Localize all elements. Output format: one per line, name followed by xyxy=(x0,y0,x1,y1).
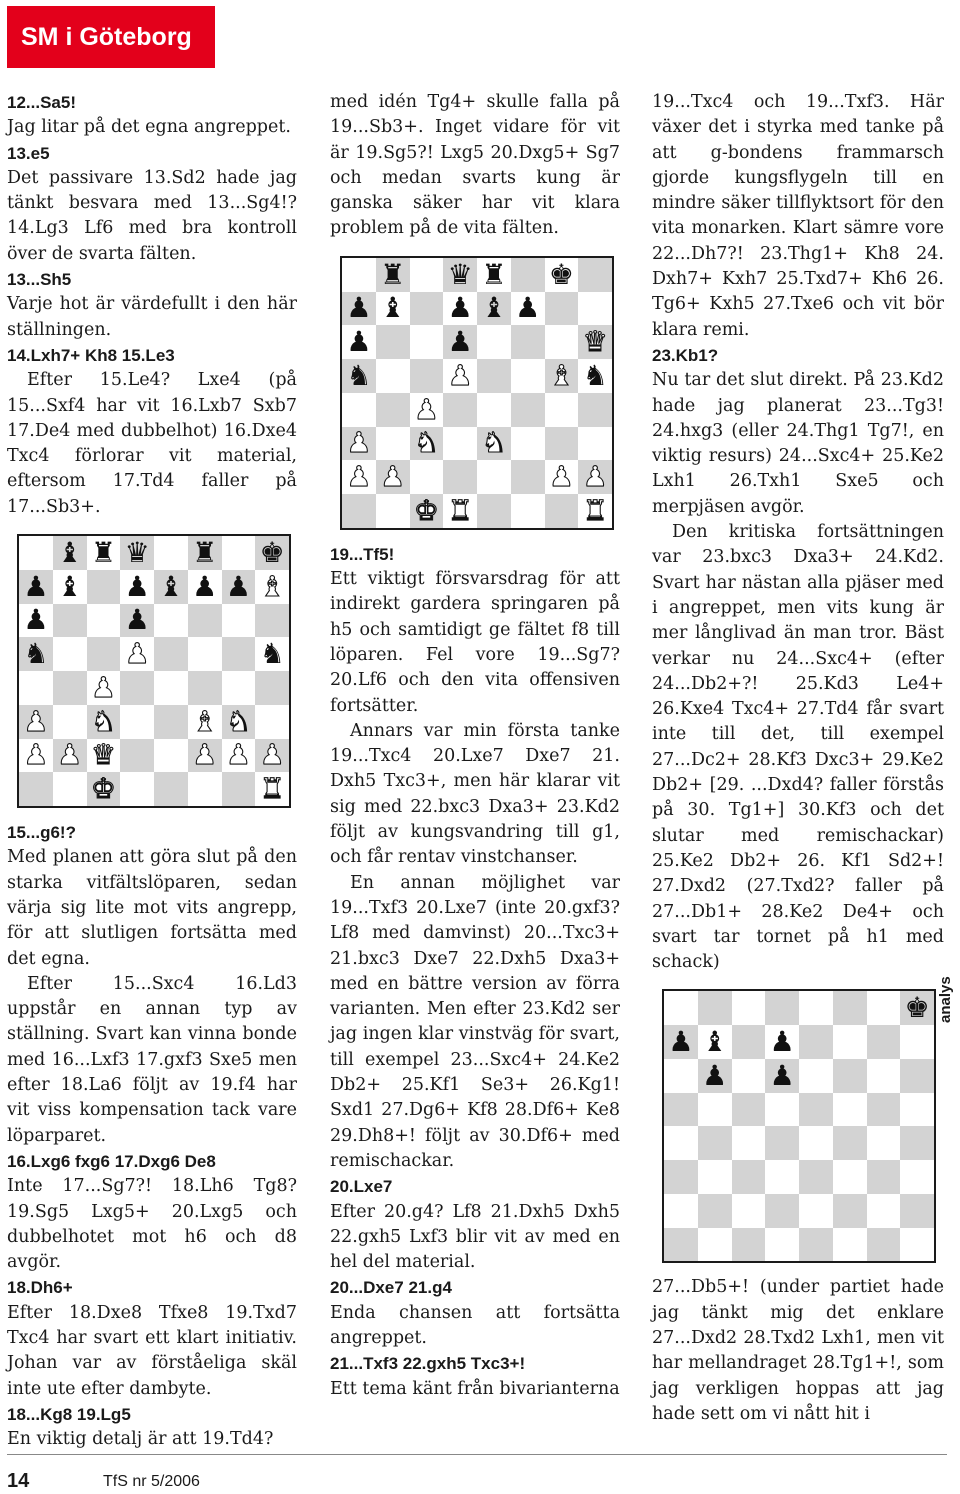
chess-piece: ♚ xyxy=(904,991,930,1025)
board-square xyxy=(545,393,579,427)
move-heading: 18...Kg8 19.Lg5 xyxy=(7,1404,131,1424)
chess-piece: ♟ xyxy=(23,603,49,637)
board-square xyxy=(900,1093,934,1127)
body-paragraph: En viktig detalj är att 19.Td4? xyxy=(7,1429,274,1450)
chess-piece: ♟ xyxy=(259,738,285,772)
chess-piece: ♟ xyxy=(57,738,83,772)
board-square xyxy=(664,1126,698,1160)
board-square xyxy=(664,1160,698,1194)
board-square xyxy=(578,258,612,292)
board-square xyxy=(867,1228,901,1262)
board-square xyxy=(255,739,289,773)
chess-piece: ♞ xyxy=(582,358,608,392)
chess-piece: ♟ xyxy=(447,358,473,392)
board-square xyxy=(900,1160,934,1194)
body-paragraph: Med planen att göra slut på den starka vitfältslöparen, sedan värja sig lite mot vits angrepp, för att slutligen fortsätta med det egna. xyxy=(7,847,297,969)
board-square xyxy=(376,427,410,461)
board-square xyxy=(410,494,444,528)
board-square xyxy=(698,1160,732,1194)
board-square xyxy=(578,325,612,359)
page-number: 14 xyxy=(7,1470,30,1492)
chess-piece: ♟ xyxy=(769,1025,795,1059)
body-paragraph: Enda chansen att fortsätta angreppet. xyxy=(330,1302,620,1348)
board-square xyxy=(443,494,477,528)
board-square xyxy=(120,772,154,806)
chess-piece: ♟ xyxy=(380,460,406,494)
body-paragraph: Efter 18.Dxe8 Tfxe8 19.Txd7 Txc4 har svart ett klart initiativ. Johan var av förståeliga skäl inte ute efter dambyte. xyxy=(7,1302,297,1399)
board-square xyxy=(120,705,154,739)
board-square xyxy=(376,292,410,326)
board-square xyxy=(443,258,477,292)
board-square xyxy=(799,1194,833,1228)
body-paragraph: Inte 17...Sg7?! 18.Lh6 Tg8? 19.Sg5 Lxg5+ 20.Lxg5 och dubbelhotet mot h6 och d8 avgör. xyxy=(7,1176,297,1273)
board-square xyxy=(87,570,121,604)
chess-piece: ♟ xyxy=(192,569,218,603)
board-square xyxy=(19,772,53,806)
chess-piece: ♟ xyxy=(124,569,150,603)
board-square xyxy=(410,292,444,326)
board-square xyxy=(87,705,121,739)
board-square xyxy=(732,1160,766,1194)
chess-piece: ♟ xyxy=(413,392,439,426)
body-paragraph: Varje hot är värdefullt i den här ställningen. xyxy=(7,294,297,340)
board-square xyxy=(410,393,444,427)
board-square xyxy=(255,705,289,739)
board-square xyxy=(410,258,444,292)
body-paragraph: En annan möjlighet var 19...Txf3 20.Lxe7 (inte 20.gxf3? Lf8 med damvinst) 20...Txc3+ 21.bxc3 Dxe7 22.Dxh5 Dxa3+ med en bättre version av förra varianten. Men efter 23.Kd2 ser jag ingen klar vinstväg för svart, till exempel 23...Sxc4+ 24.Ke2 Db2+ 25.Kf1 Se3+ 26.Kg1! Sxd1 27.Dg6+ Kf8 28.Df6+ Ke8 29.Dh8+! följt av 30.Df6+ med remischackar. xyxy=(330,872,620,1171)
board-square xyxy=(342,292,376,326)
board-square xyxy=(799,1093,833,1127)
board-square xyxy=(765,1228,799,1262)
board-square xyxy=(732,1025,766,1059)
board-square xyxy=(376,460,410,494)
chess-piece: ♟ xyxy=(346,460,372,494)
board-square xyxy=(833,1093,867,1127)
text-column-2 xyxy=(330,90,620,1402)
board-square xyxy=(867,1059,901,1093)
board-square xyxy=(900,1025,934,1059)
board-square xyxy=(545,460,579,494)
move-heading: 13.e5 xyxy=(7,143,50,163)
board-square xyxy=(222,604,256,638)
board-square xyxy=(255,637,289,671)
board-square xyxy=(732,1093,766,1127)
move-heading: 20...Dxe7 21.g4 xyxy=(330,1278,452,1298)
move-heading: 16.Lxg6 fxg6 17.Dxg6 De8 xyxy=(7,1151,216,1171)
board-square xyxy=(578,494,612,528)
chess-piece: ♜ xyxy=(192,535,218,569)
board-square xyxy=(511,494,545,528)
board-square xyxy=(545,494,579,528)
board-square xyxy=(376,258,410,292)
footer-rule xyxy=(7,1454,947,1455)
board-square xyxy=(664,1228,698,1262)
board-square xyxy=(900,1126,934,1160)
body-paragraph: 19...Txc4 och 19...Txf3. Här växer det i styrka med tanke på att g-bondens frammarsch gjorde kungsflygeln till en mindre säker tillflyktsort för den vita monarken. Klart sämre vore 22...Dh7?! 23.Thg1+ Kh8 24. Dxh7+ Kxh7 25.Txd7+ Kh6 26. Tg6+ Kxh5 27.Txe6 och vit bör klara remi. xyxy=(652,92,944,340)
board-square xyxy=(19,705,53,739)
board-square xyxy=(867,1160,901,1194)
board-square xyxy=(188,637,222,671)
board-square xyxy=(443,359,477,393)
board-square xyxy=(732,1194,766,1228)
board-square xyxy=(342,325,376,359)
board-square xyxy=(698,1194,732,1228)
chess-piece: ♟ xyxy=(769,1058,795,1092)
chess-piece: ♟ xyxy=(124,603,150,637)
board-square xyxy=(342,427,376,461)
board-square xyxy=(799,991,833,1025)
chess-diagram-d3 xyxy=(662,989,936,1263)
chess-piece: ♞ xyxy=(259,637,285,671)
board-square xyxy=(154,671,188,705)
board-square xyxy=(443,427,477,461)
board-square xyxy=(255,536,289,570)
body-paragraph: Efter 20.g4? Lf8 21.Dxh5 Dxh5 22.gxh5 Lxf3 blir vit av med en hel del material. xyxy=(330,1201,620,1273)
board-square xyxy=(732,1126,766,1160)
chess-piece: ♝ xyxy=(380,291,406,325)
chess-piece: ♝ xyxy=(158,569,184,603)
board-square xyxy=(376,494,410,528)
chess-piece: ♟ xyxy=(515,291,541,325)
chess-piece: ♝ xyxy=(259,569,285,603)
board-square xyxy=(477,258,511,292)
move-heading: 12...Sa5! xyxy=(7,93,76,112)
board-square xyxy=(664,1025,698,1059)
board-square xyxy=(664,1194,698,1228)
chess-piece: ♟ xyxy=(346,291,372,325)
board-square xyxy=(53,604,87,638)
body-paragraph: Jag litar på det egna angreppet. xyxy=(7,117,291,138)
board-square xyxy=(87,604,121,638)
board-square xyxy=(154,705,188,739)
board-square xyxy=(664,991,698,1025)
board-square xyxy=(511,359,545,393)
chess-piece: ♛ xyxy=(124,535,150,569)
board-square xyxy=(900,1194,934,1228)
move-heading: 18.Dh6+ xyxy=(7,1278,73,1298)
board-square xyxy=(154,772,188,806)
board-square xyxy=(19,671,53,705)
board-square xyxy=(511,427,545,461)
chess-piece: ♟ xyxy=(225,738,251,772)
board-square xyxy=(120,570,154,604)
chess-piece: ♟ xyxy=(447,291,473,325)
board-square xyxy=(443,325,477,359)
board-square xyxy=(342,494,376,528)
chess-piece: ♞ xyxy=(225,704,251,738)
board-square xyxy=(120,536,154,570)
chess-piece: ♛ xyxy=(447,257,473,291)
board-square xyxy=(664,1059,698,1093)
chess-piece: ♞ xyxy=(90,704,116,738)
chess-piece: ♟ xyxy=(90,670,116,704)
board-square xyxy=(19,570,53,604)
board-square xyxy=(799,1228,833,1262)
move-heading: 20.Lxe7 xyxy=(330,1177,393,1197)
board-square xyxy=(867,991,901,1025)
board-square xyxy=(410,325,444,359)
board-square xyxy=(19,604,53,638)
board-square xyxy=(19,536,53,570)
chess-piece: ♟ xyxy=(346,426,372,460)
board-square xyxy=(664,1093,698,1127)
board-square xyxy=(443,393,477,427)
chess-piece: ♚ xyxy=(413,493,439,527)
body-paragraph: med idén Tg4+ skulle falla på 19...Sb3+. Inget vidare för vit är 19.Sg5?! Lxg5 20.Dxg5+ Sg7 och medan svarts kung är ganska säker har vit klara problem på de vita fälten. xyxy=(330,92,620,239)
board-square xyxy=(867,1025,901,1059)
board-square xyxy=(765,991,799,1025)
board-square xyxy=(120,739,154,773)
board-square xyxy=(477,393,511,427)
board-square xyxy=(545,427,579,461)
board-square xyxy=(545,258,579,292)
body-paragraph: Den kritiska fortsättningen var 23.bxc3 Dxa3+ 24.Kd2. Svart har nästan alla pjäser med i angreppet, men vits kung är mer långlivad än man tror. Bäst verkar nu 24...Sxc4+ (efter 24...Db2+?! 25.Kd3 Le4+ 26.Kxe4 Txc4+ 27.Td4 får svart inte till det, till exempel 27...Dc2+ 28.Kf3 Dxc3+ 29.Ke2 Db2+ [29. ...Dxd4? faller förstås på 30. Tg1+] 30.Kf3 och det slutar med remischackar) 25.Ke2 Db2+ 26. Kf1 Sd2+! 27.Dxd2 (27.Txd2? faller på 27...Db1+ 28.Ke2 De4+ och svart tar tornet på h1 med schack) xyxy=(652,522,944,973)
board-square xyxy=(222,671,256,705)
board-square xyxy=(765,1059,799,1093)
board-square xyxy=(222,536,256,570)
board-square xyxy=(867,1126,901,1160)
chess-piece: ♝ xyxy=(57,535,83,569)
board-square xyxy=(222,739,256,773)
board-square xyxy=(833,1228,867,1262)
board-square xyxy=(188,570,222,604)
board-square xyxy=(53,705,87,739)
board-square xyxy=(87,671,121,705)
board-square xyxy=(732,991,766,1025)
board-square xyxy=(545,325,579,359)
chess-piece: ♜ xyxy=(380,257,406,291)
board-square xyxy=(765,1093,799,1127)
board-square xyxy=(833,991,867,1025)
board-square xyxy=(154,536,188,570)
board-square xyxy=(376,359,410,393)
board-square xyxy=(765,1160,799,1194)
board-square xyxy=(732,1228,766,1262)
body-paragraph: Ett viktigt försvarsdrag för att indirekt gardera springaren på h5 och samtidigt ge fältet f8 till löparen. Fel vore 19...Sg7? 20.Lf6 och den vita offensiven fortsätter. xyxy=(330,569,620,716)
board-square xyxy=(578,292,612,326)
chess-piece: ♚ xyxy=(259,535,285,569)
body-paragraph: Det passivare 13.Sd2 hade jag tänkt besvara med 13...Sg4!? 14.Lg3 Lf6 med bra kontroll över de svarta fälten. xyxy=(7,167,297,264)
board-square xyxy=(477,325,511,359)
chess-piece: ♟ xyxy=(702,1058,728,1092)
board-square xyxy=(477,494,511,528)
move-heading: 13...Sh5 xyxy=(7,270,72,290)
chess-piece: ♟ xyxy=(346,325,372,359)
board-square xyxy=(188,536,222,570)
board-square xyxy=(376,393,410,427)
board-square xyxy=(477,427,511,461)
board-square xyxy=(578,393,612,427)
chess-piece: ♟ xyxy=(582,460,608,494)
board-square xyxy=(53,536,87,570)
text-column-3 xyxy=(652,90,944,1427)
board-square xyxy=(511,325,545,359)
board-square xyxy=(545,359,579,393)
chess-piece: ♞ xyxy=(481,426,507,460)
board-square xyxy=(900,1228,934,1262)
chess-piece: ♛ xyxy=(582,325,608,359)
chess-piece: ♞ xyxy=(413,426,439,460)
board-square xyxy=(222,570,256,604)
board-square xyxy=(477,292,511,326)
board-square xyxy=(120,671,154,705)
board-square xyxy=(410,427,444,461)
board-square xyxy=(410,359,444,393)
body-paragraph: Annars var min första tanke 19...Txc4 20.Lxe7 Dxe7 21. Dxh5 Txc3+, men här klarar vit sig med 22.bxc3 Dxa3+ 23.Kd2 följt av kungsvandring till g1, och får rentav vinstchanser. xyxy=(330,720,620,868)
board-square xyxy=(376,325,410,359)
board-square xyxy=(477,460,511,494)
board-square xyxy=(120,604,154,638)
chess-piece: ♝ xyxy=(481,291,507,325)
board-square xyxy=(19,739,53,773)
chess-piece: ♝ xyxy=(192,704,218,738)
board-square xyxy=(833,1194,867,1228)
board-square xyxy=(222,772,256,806)
body-paragraph: 27...Db5+! (under partiet hade jag tänkt mig det enklare 27...Dxd2 28.Txd2 Lxh1, men vit har mellandraget 28.Tg1+!, som jag verkligen hoppas att jag hade sett om vi nått hit i xyxy=(652,1277,944,1424)
chess-piece: ♟ xyxy=(668,1025,694,1059)
body-paragraph: Efter 15...Sxc4 16.Ld3 uppstår en annan typ av ställning. Svart kan vinna bonde med 16...Lxf3 17.gxf3 Sxe5 men efter 18.La6 följt av 19.f4 har vit viss kompensation tack vare löparparet. xyxy=(7,973,297,1146)
board-square xyxy=(53,637,87,671)
board-square xyxy=(765,1194,799,1228)
board-square xyxy=(410,460,444,494)
board-square xyxy=(443,460,477,494)
board-square xyxy=(255,604,289,638)
board-square xyxy=(87,637,121,671)
board-square xyxy=(511,258,545,292)
board-square xyxy=(255,570,289,604)
body-paragraph: Ett tema känt från bivarianterna xyxy=(330,1378,620,1399)
issue-label: TfS nr 5/2006 xyxy=(103,1473,200,1490)
move-heading: 15...g6!? xyxy=(7,823,76,843)
board-square xyxy=(19,637,53,671)
board-square xyxy=(698,1126,732,1160)
board-square xyxy=(154,739,188,773)
board-square xyxy=(188,739,222,773)
body-paragraph: Efter 15.Le4? Lxe4 (på 15...Sxf4 har vit 16.Lxb7 Sxb7 17.De4 med dubbelhot) 16.Dxe4 Txc4 förlorar vit material, eftersom 17.Td4 faller på 17...Sb3+. xyxy=(7,370,297,517)
board-square xyxy=(342,359,376,393)
chess-diagram-d1 xyxy=(17,534,291,808)
board-square xyxy=(222,705,256,739)
chess-piece: ♟ xyxy=(124,637,150,671)
board-square xyxy=(342,460,376,494)
board-square xyxy=(833,1059,867,1093)
chess-piece: ♞ xyxy=(23,637,49,671)
chess-piece: ♝ xyxy=(548,358,574,392)
board-square xyxy=(87,739,121,773)
board-square xyxy=(342,258,376,292)
chess-piece: ♟ xyxy=(447,325,473,359)
chess-piece: ♜ xyxy=(447,493,473,527)
board-square xyxy=(53,570,87,604)
board-square xyxy=(188,772,222,806)
board-square xyxy=(255,671,289,705)
chess-piece: ♜ xyxy=(259,772,285,806)
board-square xyxy=(698,1059,732,1093)
chess-piece: ♟ xyxy=(23,738,49,772)
move-heading: 14.Lxh7+ Kh8 15.Le3 xyxy=(7,345,175,365)
board-square xyxy=(799,1025,833,1059)
board-square xyxy=(833,1160,867,1194)
chess-piece: ♟ xyxy=(548,460,574,494)
board-square xyxy=(698,1025,732,1059)
text-column-1 xyxy=(7,90,297,1452)
chess-piece: ♝ xyxy=(57,569,83,603)
board-square xyxy=(545,292,579,326)
board-square xyxy=(120,637,154,671)
board-square xyxy=(154,637,188,671)
board-square xyxy=(867,1194,901,1228)
section-banner: SM i Göteborg xyxy=(7,6,215,68)
board-square xyxy=(53,772,87,806)
section-side-label: analys xyxy=(937,976,954,1024)
board-square xyxy=(732,1059,766,1093)
board-square xyxy=(511,393,545,427)
board-square xyxy=(188,705,222,739)
chess-piece: ♟ xyxy=(225,569,251,603)
board-square xyxy=(765,1126,799,1160)
board-square xyxy=(511,460,545,494)
move-heading: 19...Tf5! xyxy=(330,544,395,564)
board-square xyxy=(799,1160,833,1194)
board-square xyxy=(53,739,87,773)
chess-piece: ♚ xyxy=(548,257,574,291)
chess-piece: ♟ xyxy=(23,704,49,738)
board-square xyxy=(799,1126,833,1160)
board-square xyxy=(222,637,256,671)
board-square xyxy=(154,604,188,638)
chess-piece: ♛ xyxy=(90,738,116,772)
board-square xyxy=(765,1025,799,1059)
board-square xyxy=(188,604,222,638)
board-square xyxy=(511,292,545,326)
chess-piece: ♝ xyxy=(702,1025,728,1059)
chess-piece: ♟ xyxy=(192,738,218,772)
board-square xyxy=(833,1025,867,1059)
chess-piece: ♜ xyxy=(481,257,507,291)
board-square xyxy=(578,460,612,494)
body-paragraph: Nu tar det slut direkt. På 23.Kd2 hade jag planerat 23...Tg3! 24.hxg3 (eller 24.Thg1 Tg7!, en viktig resurs) 24...Sxc4+ 25.Ke2 Lxh1 26.Txh1 Sxe5 och merpjäsen avgör. xyxy=(652,370,944,517)
board-square xyxy=(477,359,511,393)
board-square xyxy=(799,1059,833,1093)
board-square xyxy=(188,671,222,705)
board-square xyxy=(87,536,121,570)
board-square xyxy=(698,991,732,1025)
board-square xyxy=(900,1059,934,1093)
board-square xyxy=(578,427,612,461)
board-square xyxy=(342,393,376,427)
board-square xyxy=(578,359,612,393)
chess-diagram-d2 xyxy=(340,256,614,530)
chess-piece: ♚ xyxy=(90,772,116,806)
chess-piece: ♜ xyxy=(90,535,116,569)
board-square xyxy=(154,570,188,604)
move-heading: 21...Txf3 22.gxh5 Txc3+! xyxy=(330,1354,526,1374)
board-square xyxy=(53,671,87,705)
board-square xyxy=(833,1126,867,1160)
board-square xyxy=(900,991,934,1025)
board-square xyxy=(867,1093,901,1127)
board-square xyxy=(255,772,289,806)
board-square xyxy=(87,772,121,806)
board-square xyxy=(443,292,477,326)
board-square xyxy=(698,1093,732,1127)
board-square xyxy=(698,1228,732,1262)
chess-piece: ♟ xyxy=(23,569,49,603)
chess-piece: ♜ xyxy=(582,493,608,527)
chess-piece: ♞ xyxy=(346,358,372,392)
move-heading: 23.Kb1? xyxy=(652,345,719,365)
